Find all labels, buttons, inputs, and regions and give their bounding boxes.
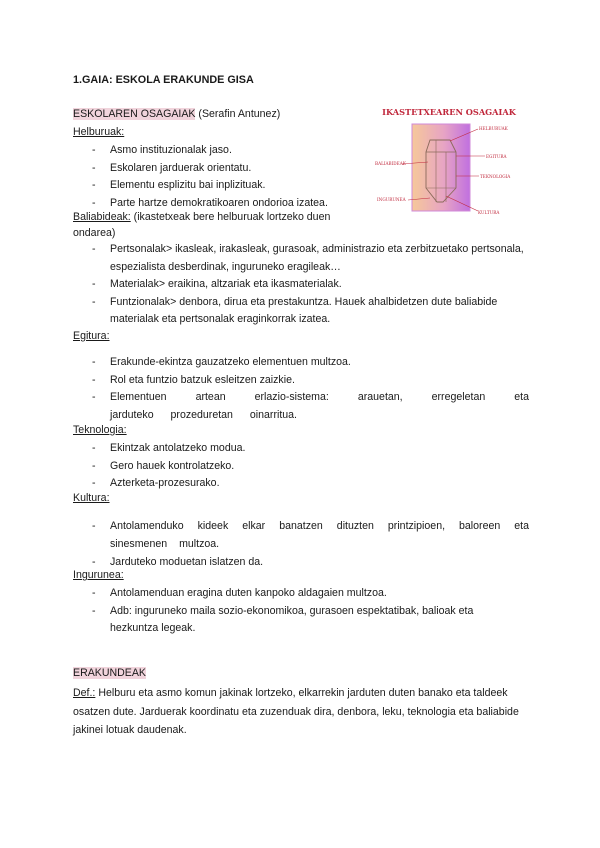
list-item: - Jarduteko moduetan islatzen da. (73, 554, 529, 572)
section-heading: ERAKUNDEAK (73, 667, 146, 679)
diagram-svg (374, 104, 524, 224)
kultura-block (73, 490, 529, 572)
egitura-block (73, 328, 529, 424)
list-item: - Asmo instituzionalak jaso. (73, 142, 353, 160)
diagram-title: IKASTETXEAREN OSAGAIAK (382, 107, 516, 117)
section-heading: ESKOLAREN OSAGAIAK (73, 108, 196, 120)
list-item: - Funtzionalak> denbora, dirua eta prestakuntza. Hauek ahalbidetzen dute baliabide materialak eta pertsonalak eraginkorrak izatea. (73, 294, 529, 329)
list-item: - Parte hartze demokratikoaren ondorioa izatea. (73, 195, 353, 213)
baliabideak-list-block (73, 241, 529, 329)
helburuak-block (73, 124, 353, 212)
ingurunea-block (73, 567, 493, 638)
baliabideak-block (73, 209, 373, 241)
definition-paragraph (73, 684, 529, 740)
label-teknologia: TEKNOLOGIA (480, 174, 511, 179)
list-item: - Rol eta funtzio batzuk esleitzen zaizkie. (73, 372, 529, 390)
label-kultura: KULTURA (478, 210, 500, 215)
list-item: - Azterketa-prozesurako. (73, 475, 529, 493)
list-item: - Antolamenduan eragina duten kanpoko aldagaien multzoa. (73, 585, 493, 603)
ingurunea-label: Ingurunea: (73, 569, 124, 581)
baliabideak-list (73, 241, 529, 329)
list-item: - Elementu esplizitu bai inplizituak. (73, 177, 353, 195)
osagaiak-diagram (374, 104, 524, 224)
list-item: - Ekintzak antolatzeko modua. (73, 440, 529, 458)
helburuak-label: Helburuak: (73, 126, 125, 138)
list-item: - Gero hauek kontrolatzeko. (73, 458, 529, 476)
baliabideak-label: Baliabideak: (73, 211, 131, 223)
list-item: - Antolamenduko kideek elkar banatzen dituzten printzipioen, baloreen eta sinesmenen multzoa. (73, 518, 529, 553)
teknologia-label: Teknologia: (73, 424, 127, 436)
ingurunea-list (73, 585, 493, 638)
section-author: (Serafin Antunez) (195, 108, 281, 120)
baliabideak-intro-line (73, 209, 373, 241)
document-title: 1.GAIA: ESKOLA ERAKUNDE GISA (73, 74, 254, 86)
section-header-erakundeak (73, 667, 146, 679)
definition-text: Helburu eta asmo komun jakinak lortzeko, elkarrekin jarduten duten banako eta taldeek osatzen dute. Jarduerak koordinatu eta zuzenduak dira, denbora, leku, teknologia eta baliabide jakinei lotuak daudenak. (73, 687, 519, 736)
list-item: - Materialak> eraikina, altzariak eta ikasmaterialak. (73, 276, 529, 294)
teknologia-list (73, 440, 529, 493)
list-item: - Adb: inguruneko maila sozio-ekonomikoa, gurasoen espektatibak, balioak eta hezkuntza legeak. (73, 603, 493, 638)
label-ingurunea: INGURUNEA (377, 197, 406, 202)
label-helburuak: HELBURUAK (479, 126, 508, 131)
kultura-label: Kultura: (73, 492, 110, 504)
definition-label: Def.: (73, 687, 96, 699)
list-item: - Pertsonalak> ikasleak, irakasleak, gurasoak, administrazio eta zerbitzuetako pertsonala, espezialista desberdinak, inguruneko eragileak… (73, 241, 529, 276)
list-item: - Eskolaren jarduerak orientatu. (73, 160, 353, 178)
list-item: - Elementuen artean erlazio-sistema: arauetan, erregeletan eta jarduteko prozeduretan oinarritua. (73, 389, 529, 424)
baliabideak-intro: (ikastetxeak bere helburuak lortzeko duen ondarea) (73, 211, 331, 239)
list-item: - Erakunde-ekintza gauzatzeko elementuen multzoa. (73, 354, 529, 372)
diagram-box (412, 124, 470, 211)
helburuak-list (73, 142, 353, 212)
label-egitura: EGITURA (486, 154, 507, 159)
egitura-label: Egitura: (73, 330, 110, 342)
teknologia-block (73, 422, 529, 493)
label-baliabideak: BALIABIDEAK (375, 161, 406, 166)
egitura-list (73, 354, 529, 424)
kultura-list (73, 518, 529, 572)
section-header-osagaiak (73, 108, 280, 120)
